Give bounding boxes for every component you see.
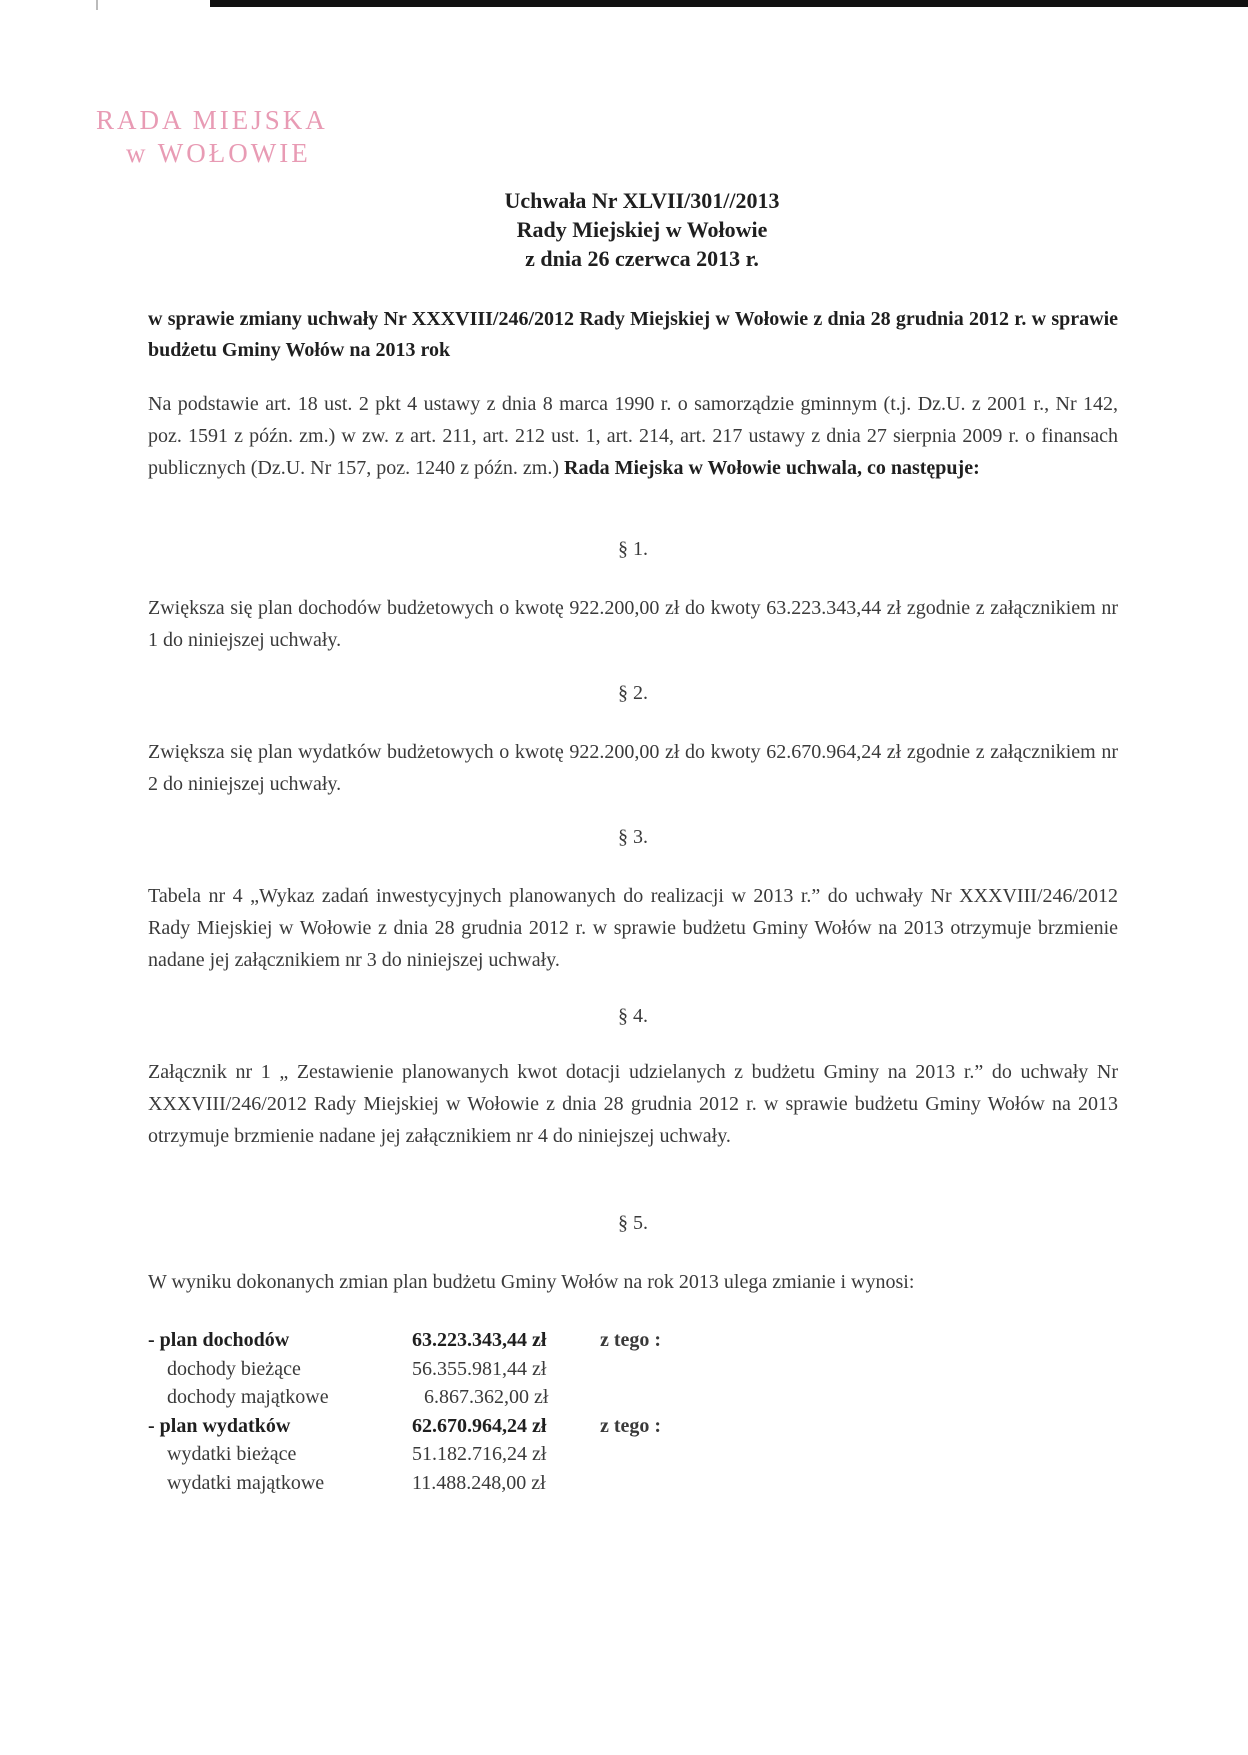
- scan-top-edge: [210, 0, 1248, 7]
- council-stamp: [96, 104, 328, 170]
- section-1-text: Zwiększa się plan dochodów budżetowych o kwotę 922.200,00 zł do kwoty 63.223.343,44 zł zgodnie z załącznikiem nr 1 do niniejszej uchwały.: [148, 597, 1118, 651]
- expense-value: 62.670.964,24 zł: [412, 1414, 547, 1437]
- expense-breakdown-label: z tego :: [600, 1414, 662, 1437]
- property-expense-label: wydatki majątkowe: [167, 1471, 325, 1494]
- stamp-line-2: w WOŁOWIE: [126, 138, 311, 168]
- section-2-text: Zwiększa się plan wydatków budżetowych o kwotę 922.200,00 zł do kwoty 62.670.964,24 zł zgodnie z załącznikiem nr 2 do niniejszej uchwały.: [148, 741, 1118, 795]
- section-3-heading: § 3.: [618, 826, 648, 848]
- current-expense-label: wydatki bieżące: [167, 1443, 297, 1465]
- section-4-text: Załącznik nr 1 „ Zestawienie planowanych kwot dotacji udzielanych z budżetu Gminy na 2013 r.” do uchwały Nr XXXVIII/246/2012 Rady Miejskiej w Wołowie z dnia 28 grudnia 2012 r. w sprawie budżetu Gminy Wołów na 2013 otrzymuje brzmienie nadane jej załącznikiem nr 4 do niniejszej uchwały.: [148, 1061, 1118, 1147]
- title-council: Rady Miejskiej w Wołowie: [516, 217, 768, 242]
- section-2-heading: § 2.: [618, 682, 648, 704]
- property-expense-value: 11.488.248,00 zł: [412, 1471, 546, 1494]
- title-date: z dnia 26 czerwca 2013 r.: [525, 246, 759, 271]
- resolution-subject: w sprawie zmiany uchwały Nr XXXVIII/246/2012 Rady Miejskiej w Wołowie z dnia 28 grudnia 2012 r. w sprawie budżetu Gminy Wołów na 2013 rok: [148, 308, 1118, 361]
- scan-edge-mark: [96, 0, 98, 10]
- preamble-resolves: Rada Miejska w Wołowie uchwala, co następuje:: [564, 457, 980, 479]
- section-1-heading: § 1.: [618, 538, 648, 560]
- title-number: Uchwała Nr XLVII/301//2013: [504, 188, 780, 213]
- current-income-value: 56.355.981,44 zł: [412, 1357, 547, 1380]
- section-5-heading: § 5.: [618, 1212, 648, 1234]
- current-expense-value: 51.182.716,24 zł: [412, 1443, 547, 1465]
- stamp-line-1: RADA MIEJSKA: [96, 105, 328, 135]
- expense-label: - plan wydatków: [148, 1414, 291, 1437]
- income-breakdown-label: z tego :: [600, 1329, 662, 1351]
- section-5-text: W wyniku dokonanych zmian plan budżetu Gminy Wołów na rok 2013 ulega zmianie i wynosi:: [148, 1271, 915, 1293]
- property-income-value: 6.867.362,00 zł: [424, 1386, 549, 1408]
- section-3-text: Tabela nr 4 „Wykaz zadań inwestycyjnych planowanych do realizacji w 2013 r.” do uchwały Nr XXXVIII/246/2012 Rady Miejskiej w Wołowie z dnia 28 grudnia 2012 r. w sprawie budżetu Gminy Wołów na 2013 otrzymuje brzmienie nadane jej załącznikiem nr 3 do niniejszej uchwały.: [148, 885, 1118, 971]
- current-income-label: dochody bieżące: [167, 1357, 301, 1380]
- resolution-title: [360, 186, 924, 273]
- section-4-heading: § 4.: [618, 1005, 648, 1027]
- preamble: [148, 388, 1118, 484]
- income-label: - plan dochodów: [148, 1329, 290, 1351]
- preamble-text: Na podstawie art. 18 ust. 2 pkt 4 ustawy z dnia 8 marca 1990 r. o samorządzie gminnym (t.j. Dz.U. z 2001 r., Nr 142, poz. 1591 z późn. zm.) w zw. z art. 211, art. 212 ust. 1, art. 214, art. 217 ustawy z dnia 27 sierpnia 2009 r. o finansach publicznych (Dz.U. Nr 157, poz. 1240 z późn. zm.): [148, 393, 1118, 479]
- property-income-label: dochody majątkowe: [167, 1386, 329, 1408]
- income-value: 63.223.343,44 zł: [412, 1329, 547, 1351]
